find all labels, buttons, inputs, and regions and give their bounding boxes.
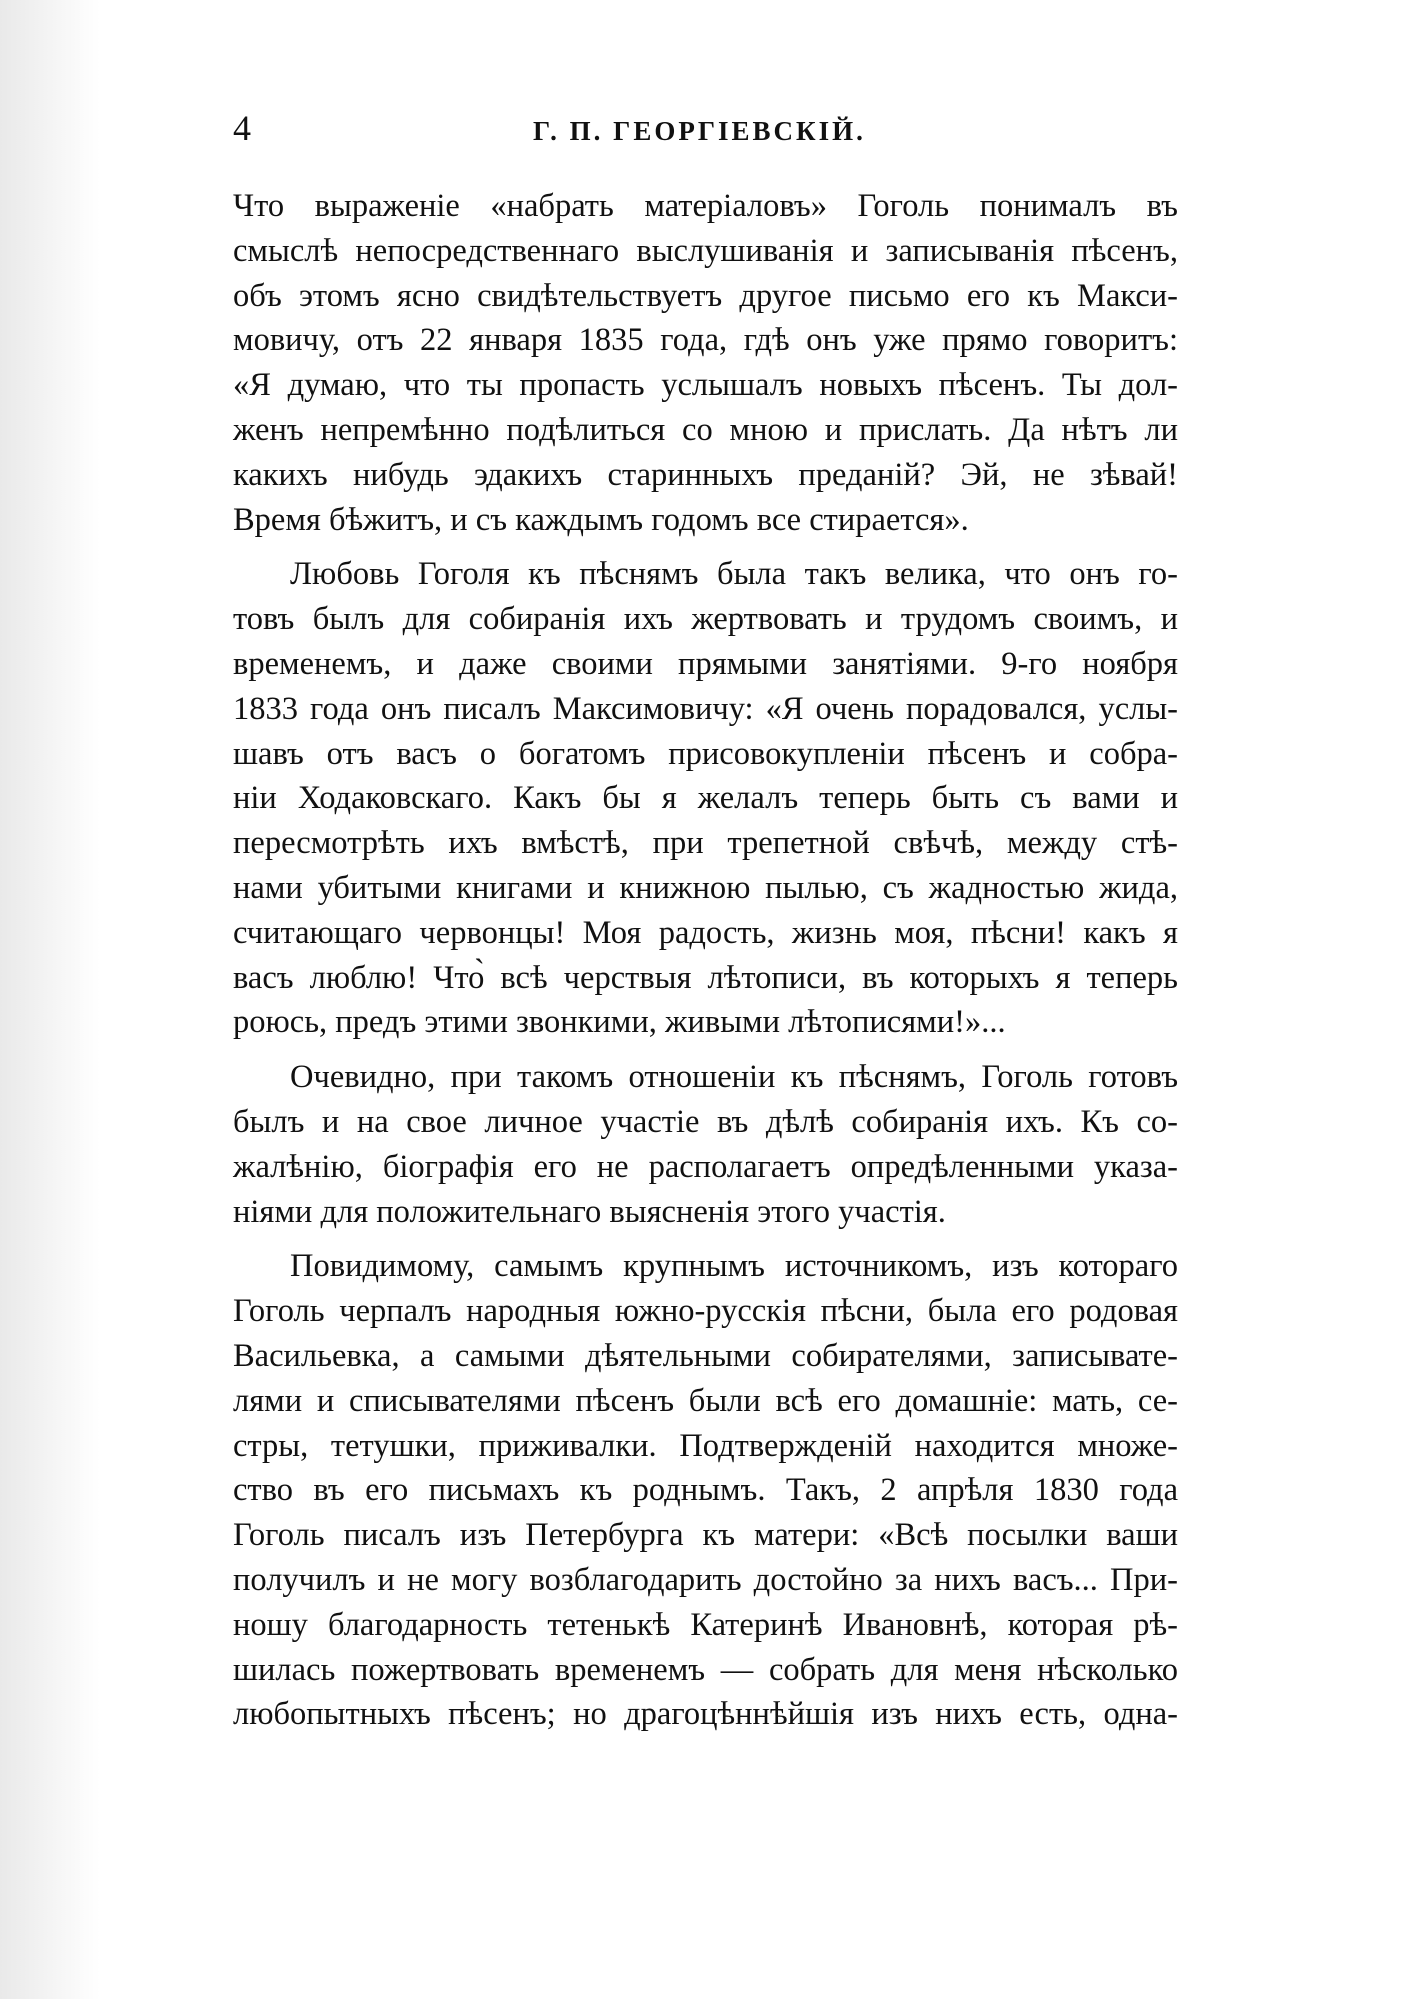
text-line: «Я думаю, что ты пропасть услышалъ новыхъ пѣсенъ. Ты дол-	[233, 367, 1178, 404]
text-line: ношу благодарность тетенькѣ Катеринѣ Ивановнѣ, которая рѣ-	[233, 1606, 1178, 1643]
text-line: получилъ и не могу возблагодарить достойно за нихъ васъ... При-	[233, 1561, 1178, 1598]
text-line: временемъ, и даже своими прямыми занятіями. 9-го ноября	[233, 645, 1178, 682]
text-line: ніями для положительнаго выясненія этого участія.	[233, 1193, 946, 1230]
text-line: Васильевка, а самыми дѣятельными собирателями, записывате-	[233, 1337, 1178, 1374]
text-line: Гоголь писалъ изъ Петербурга къ матери: «Всѣ посылки ваши	[233, 1517, 1178, 1554]
paragraph	[233, 184, 1178, 542]
body-text	[233, 184, 1178, 1737]
text-line: считающаго червонцы! Моя радость, жизнь моя, пѣсни! какъ я	[233, 914, 1178, 951]
page-number: 4	[233, 108, 251, 148]
paragraph	[233, 1055, 1178, 1234]
text-line: Время бѣжитъ, и съ каждымъ годомъ все стирается».	[233, 501, 969, 538]
page-edge-shadow	[0, 0, 100, 1999]
paragraph	[233, 552, 1178, 1045]
text-line: стры, тетушки, приживалки. Подтвержденій находится множе-	[233, 1427, 1178, 1464]
text-line: мовичу, отъ 22 января 1835 года, гдѣ онъ уже прямо говоритъ:	[233, 322, 1178, 359]
running-head: Г. П. ГЕОРГІЕВСКІЙ.	[533, 116, 866, 146]
text-line: смыслѣ непосредственнаго выслушиванія и записыванія пѣсенъ,	[233, 232, 1178, 269]
text-line: женъ непремѣнно подѣлиться со мною и прислать. Да нѣтъ ли	[233, 411, 1178, 448]
text-line: васъ люблю! Что̀ всѣ черствыя лѣтописи, въ которыхъ я теперь	[233, 959, 1178, 996]
text-line: пересмотрѣть ихъ вмѣстѣ, при трепетной свѣчѣ, между стѣ-	[233, 825, 1178, 862]
text-line: товъ былъ для собиранія ихъ жертвовать и трудомъ своимъ, и	[233, 601, 1178, 638]
text-line: Повидимому, самымъ крупнымъ источникомъ, изъ котораго	[290, 1248, 1178, 1285]
text-line: лями и списывателями пѣсенъ были всѣ его домашніе: мать, се-	[233, 1382, 1178, 1419]
text-line: жалѣнію, біографія его не располагаетъ опредѣленными указа-	[233, 1148, 1178, 1185]
text-line: какихъ нибудь эдакихъ старинныхъ преданій? Эй, не зѣвай!	[233, 456, 1178, 493]
text-line: шилась пожертвовать временемъ — собрать для меня нѣсколько	[233, 1651, 1178, 1688]
text-line: нами убитыми книгами и книжною пылью, съ жадностью жида,	[233, 869, 1178, 906]
text-line: ство въ его письмахъ къ роднымъ. Такъ, 2 апрѣля 1830 года	[233, 1472, 1178, 1509]
text-line: роюсь, предъ этими звонкими, живыми лѣтописями!»...	[233, 1004, 1006, 1041]
text-line: любопытныхъ пѣсенъ; но драгоцѣннѣйшія изъ нихъ есть, одна-	[233, 1696, 1178, 1733]
text-line: Гоголь черпалъ народныя южно-русскія пѣсни, была его родовая	[233, 1293, 1178, 1330]
text-line: ніи Ходаковскаго. Какъ бы я желалъ теперь быть съ вами и	[233, 780, 1178, 817]
text-line: Любовь Гоголя къ пѣснямъ была такъ велика, что онъ го-	[290, 556, 1178, 593]
text-line: былъ и на свое личное участіе въ дѣлѣ собиранія ихъ. Къ со-	[233, 1103, 1178, 1140]
paragraph	[233, 1244, 1178, 1737]
text-line: шавъ отъ васъ о богатомъ присовокупленіи пѣсенъ и собра-	[233, 735, 1178, 772]
text-line: Что выраженіе «набрать матеріаловъ» Гоголь понималъ въ	[233, 188, 1178, 224]
text-line: 1833 года онъ писалъ Максимовичу: «Я очень порадовался, услы-	[233, 690, 1178, 727]
text-line: объ этомъ ясно свидѣтельствуетъ другое письмо его къ Макси-	[233, 277, 1178, 314]
text-line: Очевидно, при такомъ отношеніи къ пѣснямъ, Гоголь готовъ	[290, 1059, 1178, 1096]
